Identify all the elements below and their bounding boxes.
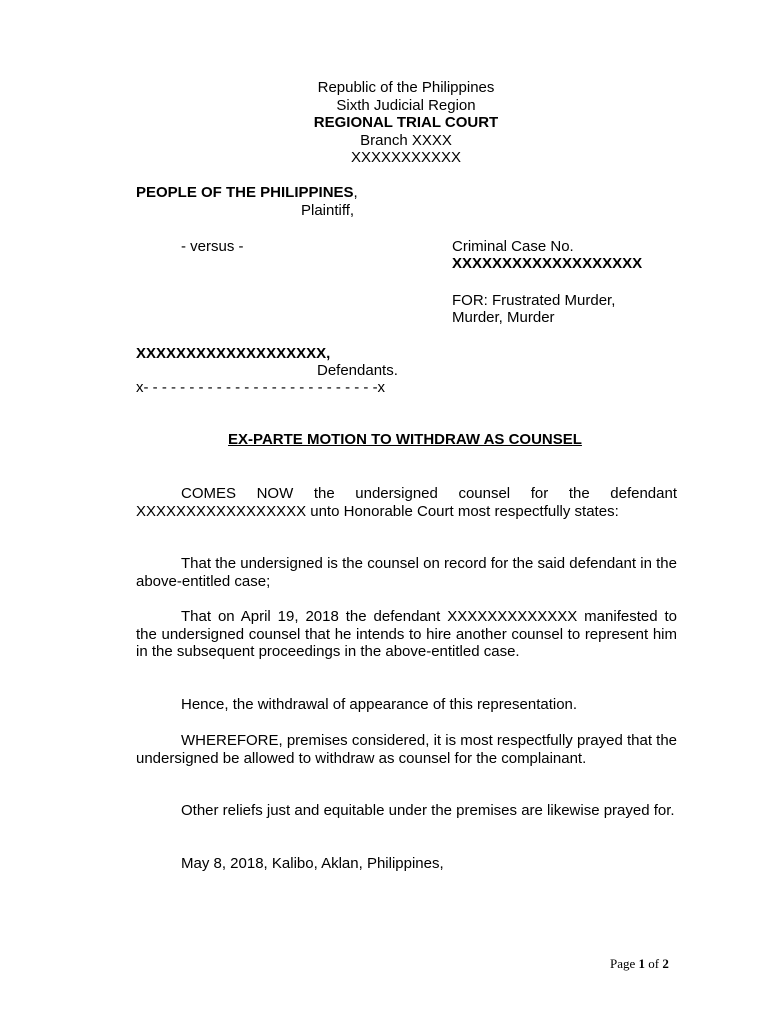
of-word: of [648,956,660,971]
paragraph-hence: Hence, the withdrawal of appearance of this representation. [181,696,578,713]
header-republic: Republic of the Philippines [317,79,495,96]
plaintiff-name: PEOPLE OF THE PHILIPPINES [136,184,354,201]
current-page: 1 [638,956,646,971]
plaintiff-role: Plaintiff, [301,202,355,219]
header-location: XXXXXXXXXXX [350,149,462,166]
paragraph-comes-now: COMES NOW the undersigned counsel for the defendant XXXXXXXXXXXXXXXXX unto Honorable Court most respectfully states: [136,485,677,520]
page-number [610,955,669,973]
defendant-name: XXXXXXXXXXXXXXXXXXX, [136,345,331,362]
defendant-role: Defendants. [317,362,398,379]
paragraph-counsel-of-record: That the undersigned is the counsel on record for the said defendant in the above-entitled case; [136,555,677,590]
charge-line-1: FOR: Frustrated Murder, [452,292,616,309]
paragraph-wherefore: WHEREFORE, premises considered, it is most respectfully prayed that the undersigned be allowed to withdraw as counsel for the complainant. [136,732,678,767]
versus-label: - versus - [181,238,244,255]
header-region: Sixth Judicial Region [336,96,476,114]
case-number: XXXXXXXXXXXXXXXXXXX [452,255,643,272]
plaintiff-line [136,184,358,202]
header-court: REGIONAL TRIAL COURT [313,114,499,131]
paragraph-date-place: May 8, 2018, Kalibo, Aklan, Philippines, [181,855,444,872]
page-word: Page [610,956,636,971]
paragraph-other-reliefs: Other reliefs just and equitable under the premises are likewise prayed for. [181,802,675,819]
plaintiff-comma: , [353,184,358,201]
court-header [0,79,768,167]
header-branch: Branch XXXX [360,131,452,149]
caption-divider: x- - - - - - - - - - - - - - - - - - - - - - - - - -x [136,379,386,396]
paragraph-manifestation: That on April 19, 2018 the defendant XXXXXXXXXXXXX manifested to the undersigned counsel that he intends to hire another counsel to represent him in the subsequent proceedings in the above-entitled case. [136,608,677,660]
case-label: Criminal Case No. [452,238,574,255]
charge-line-2: Murder, Murder [452,309,555,326]
total-pages: 2 [662,956,669,971]
motion-title: EX-PARTE MOTION TO WITHDRAW AS COUNSEL [228,431,582,448]
